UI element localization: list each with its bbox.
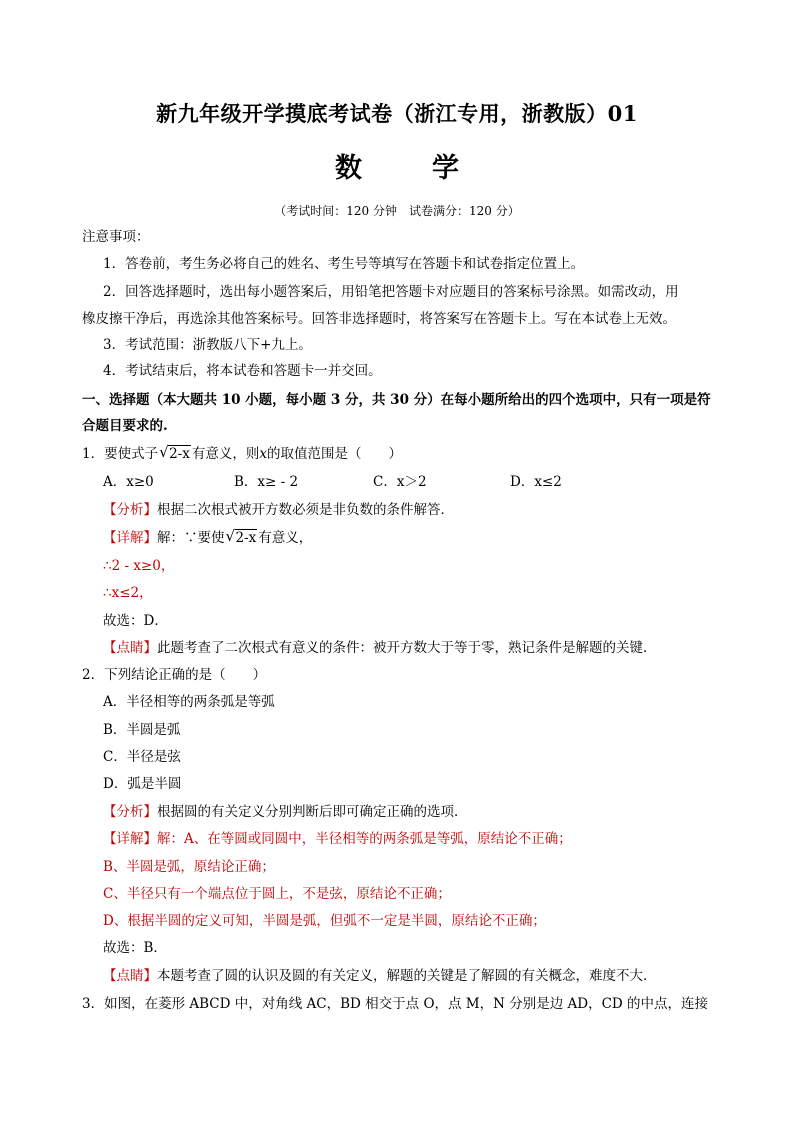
notice-item: 4．考试结束后，将本试卷和答题卡一并交回。: [103, 363, 382, 379]
q2-line-c: C、半径只有一个端点位于圆上，不是弦，原结论不正确；: [103, 886, 451, 902]
q2-option-b: B．半圆是弧: [103, 722, 181, 738]
comment-tag: 【点睛】: [103, 968, 157, 984]
radical-sign-icon: √: [225, 527, 236, 545]
q1-option-a: A．x≥0: [103, 474, 154, 490]
analysis-tag: 【分析】: [103, 804, 157, 820]
q1-step-1: ∴2 - x≥0，: [103, 558, 175, 574]
analysis-tag: 【分析】: [103, 502, 157, 518]
sqrt-expression: [226, 528, 258, 548]
q2-analysis: [103, 802, 468, 822]
q1-variable: x: [259, 446, 267, 462]
q1-stem-mid: 有意义，则: [191, 446, 260, 462]
q2-comment: [103, 966, 657, 986]
q2-line-d: D、根据半圆的定义可知，半圆是弧，但弧不一定是半圆，原结论不正确；: [103, 913, 546, 929]
q1-option-c: C．x＞2: [373, 474, 427, 490]
q1-detail: [103, 528, 312, 548]
radical-sign-icon: √: [159, 443, 169, 461]
q1-answer: 故选：D．: [103, 613, 168, 629]
question-3-stem: 3．如图，在菱形 ABCD 中，对角线 AC，BD 相交于点 O，点 M，N 分别是边 AD，CD 的中点，连接: [82, 996, 709, 1012]
detail-suffix: 有意义，: [258, 530, 313, 546]
section-heading-cont: 合题目要求的.: [82, 418, 168, 434]
detail-text: 解：A、在等圆或同圆中，半径相等的两条弧是等弧，原结论不正确；: [157, 831, 572, 847]
comment-text: 此题考查了二次根式有意义的条件：被开方数大于等于零，熟记条件是解题的关键．: [157, 640, 657, 656]
q2-option-a: A．半径相等的两条弧是等弧: [103, 694, 275, 710]
section-heading: 一、选择题（本大题共 10 小题，每小题 3 分，共 30 分）在每小题所给出的四个选项中，只有一项是符: [82, 392, 711, 408]
notice-item: 橡皮擦干净后，再选涂其他答案标号。回答非选择题时，将答案写在答题卡上。写在本试卷上无效。: [82, 311, 676, 327]
q2-line-b: B、半圆是弧，原结论正确；: [103, 859, 275, 875]
subject-title: 数学: [335, 153, 529, 184]
detail-tag: 【详解】: [103, 831, 157, 847]
analysis-text: 根据圆的有关定义分别判断后即可确定正确的选项．: [157, 804, 468, 820]
exam-meta: （考试时间：120 分钟 试卷满分：120 分）: [274, 204, 520, 218]
q2-option-d: D．弧是半圆: [103, 776, 182, 792]
notice-heading: 注意事项：: [82, 229, 150, 245]
analysis-text: 根据二次根式被开方数必须是非负数的条件解答．: [157, 502, 454, 518]
exam-title: 新九年级开学摸底考试卷（浙江专用，浙教版）01: [156, 101, 638, 126]
q2-detail: [103, 829, 572, 849]
q1-stem-suffix: 的取值范围是（ ）: [266, 446, 402, 462]
question-1-stem: [82, 444, 402, 464]
q1-stem-prefix: 1．要使式子: [82, 446, 159, 462]
question-2-stem: 2．下列结论正确的是（ ）: [82, 667, 267, 683]
notice-item: 1．答卷前，考生务必将自己的姓名、考生号等填写在答题卡和试卷指定位置上。: [103, 256, 585, 272]
q1-comment: [103, 638, 657, 658]
q1-step-2: ∴x≤2，: [103, 585, 153, 601]
detail-prefix: 解：∵要使: [157, 530, 225, 546]
sqrt-expression: [159, 444, 191, 464]
radicand: 2-x: [235, 530, 257, 546]
radicand: 2-x: [169, 446, 190, 462]
q2-option-c: C．半径是弦: [103, 749, 181, 765]
q1-analysis: [103, 500, 454, 520]
comment-text: 本题考查了圆的认识及圆的有关定义，解题的关键是了解圆的有关概念，难度不大．: [157, 968, 657, 984]
notice-item: 3．考试范围：浙教版八下+九上。: [103, 337, 312, 353]
q1-option-d: D．x≤2: [510, 474, 562, 490]
q2-answer: 故选：B．: [103, 940, 167, 956]
comment-tag: 【点睛】: [103, 640, 157, 656]
detail-tag: 【详解】: [103, 530, 157, 546]
notice-item: 2．回答选择题时，选出每小题答案后，用铅笔把答题卡对应题目的答案标号涂黑。如需改动，用: [103, 284, 679, 300]
q1-option-b: B．x≥ - 2: [234, 474, 299, 490]
